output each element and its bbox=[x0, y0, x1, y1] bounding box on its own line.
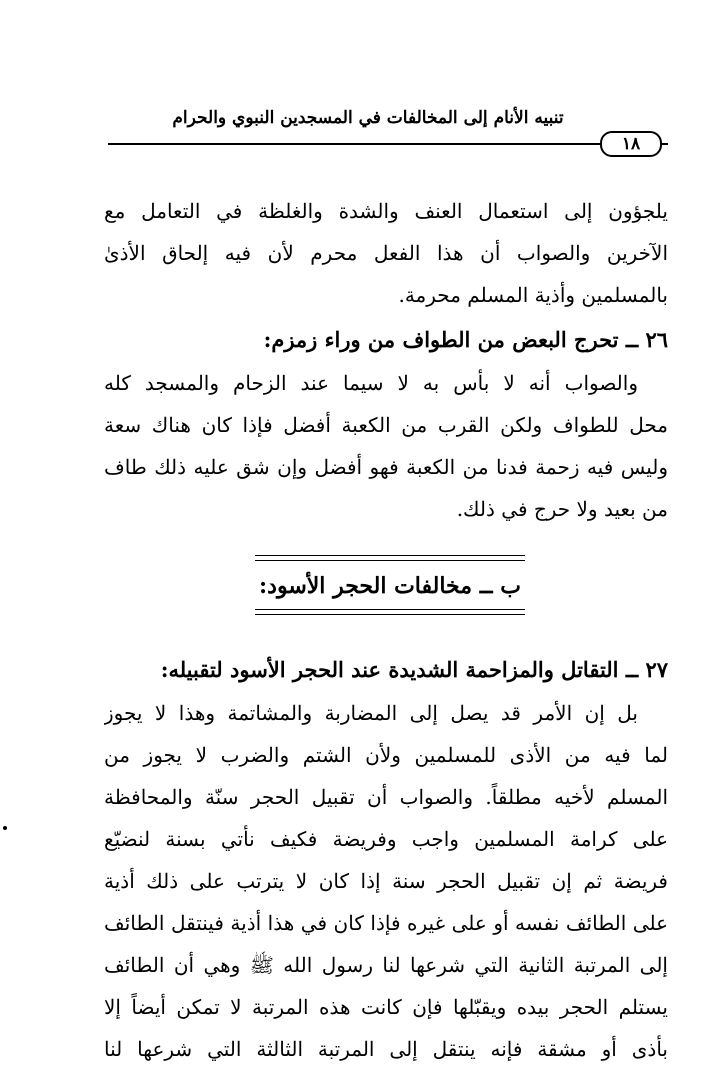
paragraph-line: والصواب أنه لا بأس به لا سيما عند الزحام والمسجد كله bbox=[104, 371, 638, 395]
paragraph-line: من بعيد ولا حرج في ذلك. bbox=[456, 497, 668, 521]
paragraph-line: المسلم لأخيه مطلقاً. والصواب أن تقبيل الحجر سنّة والمحافظة bbox=[104, 785, 668, 809]
paragraph-line: على كرامة المسلمين واجب وفريضة فكيف نأتي بسنة لنضيّع bbox=[104, 827, 668, 851]
page-number: ١٨ bbox=[600, 131, 662, 157]
section-rule-top bbox=[255, 555, 525, 556]
paragraph-line: لما فيه من الأذى للمسلمين ولأن الشتم والضرب لا يجوز من bbox=[104, 743, 668, 767]
section-rule-bottom bbox=[255, 614, 525, 615]
paragraph-line: بل إن الأمر قد يصل إلى المضاربة والمشاتمة وهذا لا يجوز bbox=[104, 701, 638, 725]
paragraph-line: بالمسلمين وأذية المسلم محرمة. bbox=[398, 283, 668, 307]
paragraph-line: فريضة ثم إن تقبيل الحجر سنة إذا كان لا يترتب على ذلك أذية bbox=[104, 869, 668, 893]
section-title: ب ــ مخالفات الحجر الأسود: bbox=[259, 573, 521, 599]
section-rule-bottom-inner bbox=[255, 609, 525, 610]
item-26 bbox=[104, 318, 668, 530]
running-header-title: تنبيه الأنام إلى المخالفات في المسجدين النبوي والحرام bbox=[172, 108, 564, 128]
opening-paragraph bbox=[104, 190, 668, 316]
item-27-heading: ٢٧ ــ التقاتل والمزاحمة الشديدة عند الحجر الأسود لتقبيله: bbox=[160, 657, 668, 682]
paragraph-line: بأذى أو مشقة فإنه ينتقل إلى المرتبة الثالثة التي شرعها لنا bbox=[104, 1037, 668, 1061]
section-heading-box bbox=[255, 555, 525, 615]
paragraph-line: على الطائف نفسه أو على غيره فإذا كان في هذا أذية فينتقل الطائف bbox=[104, 911, 668, 935]
item-26-heading: ٢٦ ــ تحرج البعض من الطواف من وراء زمزم: bbox=[263, 327, 668, 352]
paragraph-line: يستلم الحجر بيده ويقبّلها فإن كانت هذه المرتبة لا تمكن أيضاً إلا bbox=[104, 995, 668, 1019]
paragraph-line: إلى المرتبة الثانية التي شرعها لنا رسول الله ﷺ وهي أن الطائف bbox=[104, 953, 668, 977]
item-27 bbox=[104, 648, 668, 1070]
paragraph-line: محل للطواف ولكن القرب من الكعبة أفضل فإذا كان هناك سعة bbox=[104, 413, 668, 437]
paragraph-line: يلجؤون إلى استعمال العنف والشدة والغلظة في التعامل مع bbox=[104, 199, 668, 223]
section-rule-top-inner bbox=[255, 560, 525, 561]
header-rule bbox=[108, 143, 668, 145]
paragraph-line: الآخرين والصواب أن هذا الفعل محرم لأن فيه إلحاق الأذىٰ bbox=[104, 241, 668, 265]
margin-dot bbox=[3, 826, 7, 830]
paragraph-line: وليس فيه زحمة فدنا من الكعبة فهو أفضل وإن شق عليه ذلك طاف bbox=[104, 455, 668, 479]
